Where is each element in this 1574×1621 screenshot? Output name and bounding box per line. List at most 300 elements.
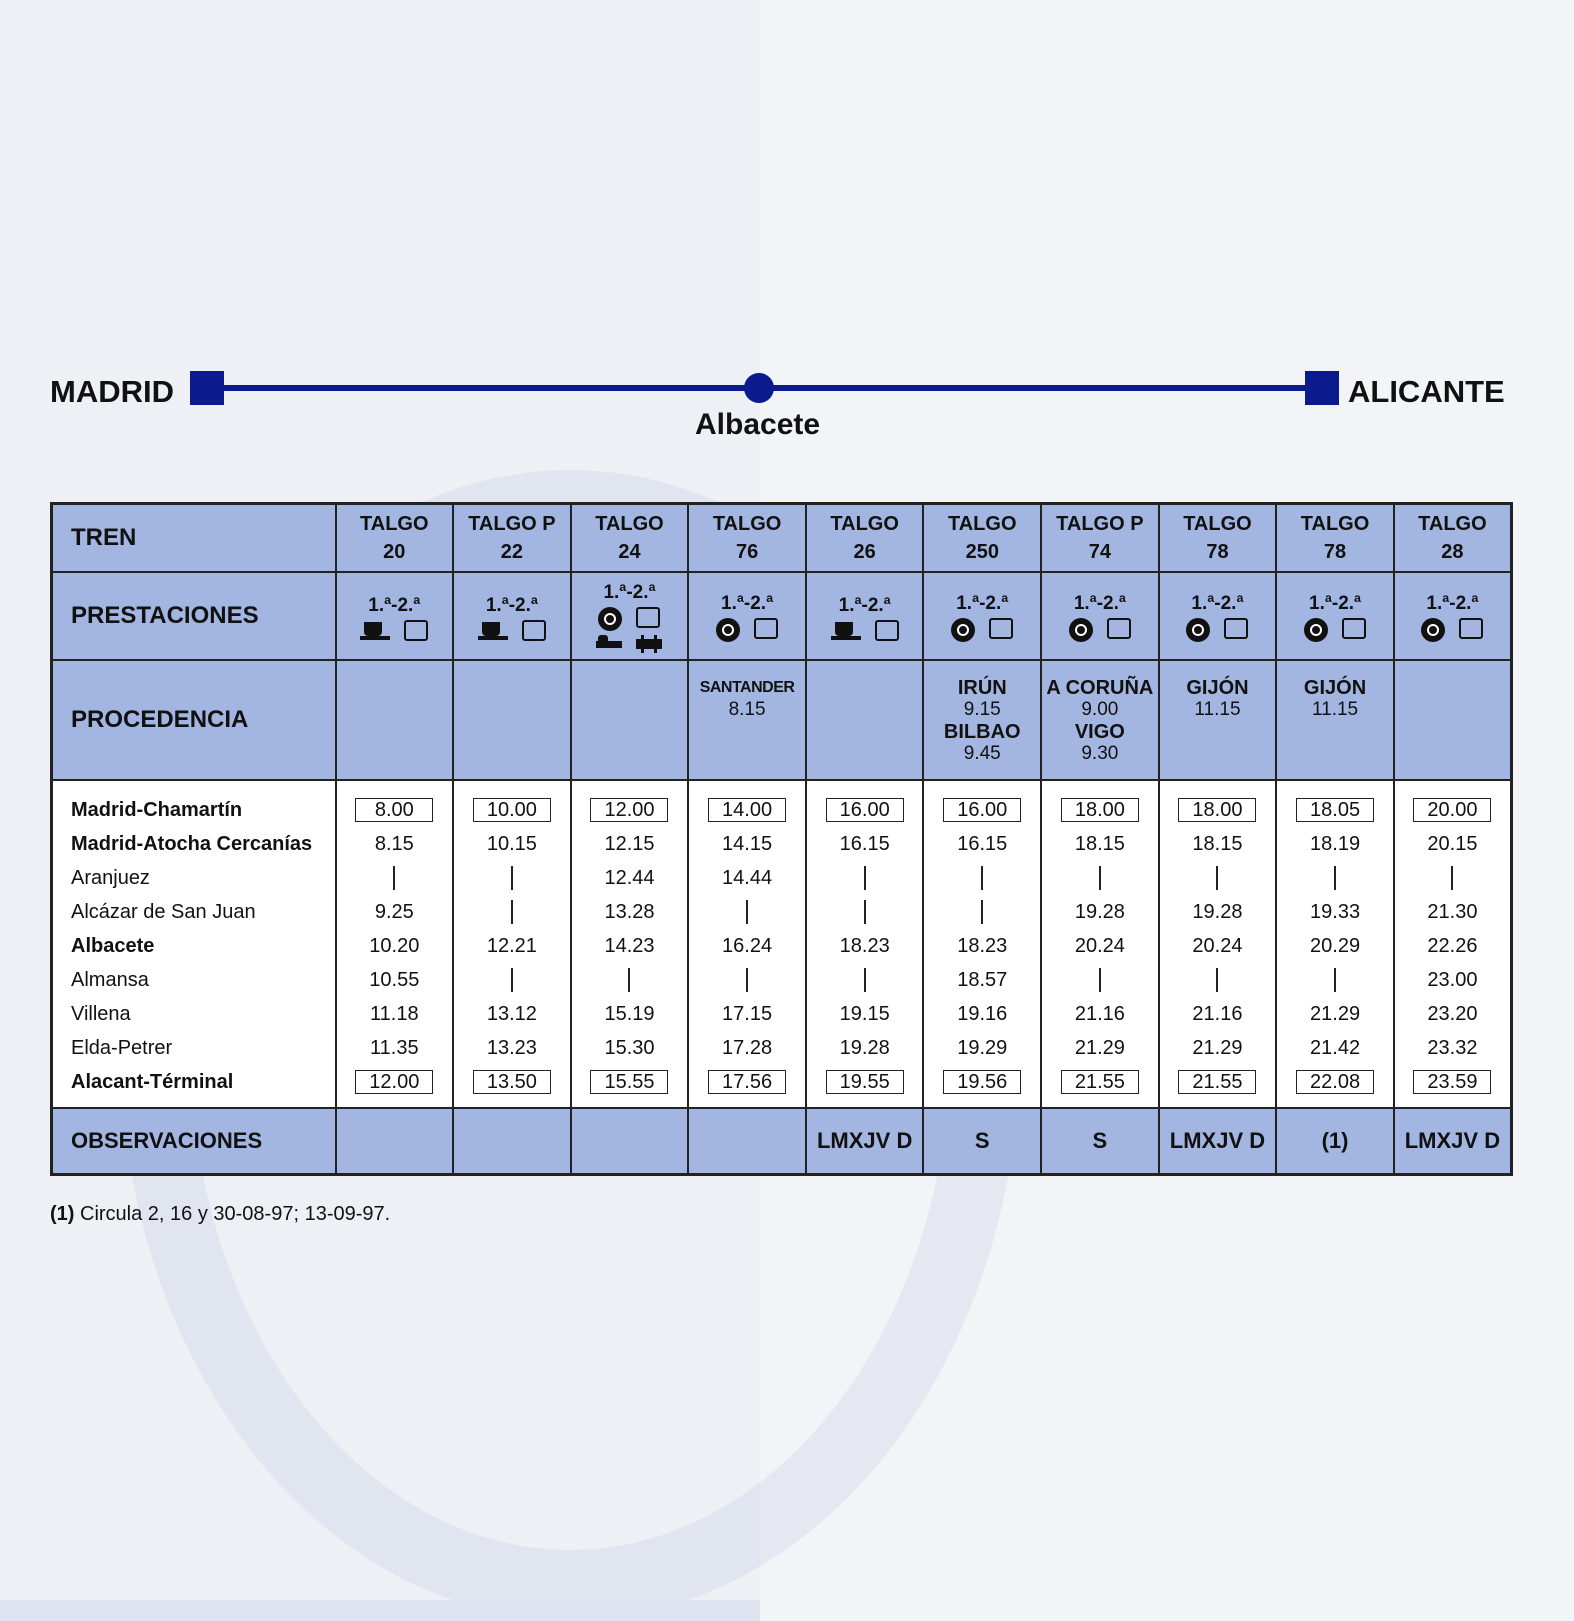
time-cell [1394,780,1512,827]
time-cell [453,997,571,1031]
time-cell [688,827,806,861]
time-value: 17.15 [722,1002,773,1025]
origin-city: IRÚN [957,677,1007,699]
origin-time: 9.00 [1081,699,1119,720]
time-cell [1041,895,1159,929]
station-name: Madrid-Chamartín [52,780,336,827]
time-cell [1276,1031,1394,1065]
pass-through-mark [864,900,866,924]
station-name: Elda-Petrer [52,1031,336,1065]
time-cell [688,929,806,963]
time-cell [1394,997,1512,1031]
screen-icon [754,618,778,639]
observation-cell: S [1041,1108,1159,1175]
time-cell [453,963,571,997]
table-row [52,1031,1512,1065]
train-name: TALGO [830,513,899,535]
origin-city: VIGO [1074,721,1125,743]
time-value: 22.08 [1296,1070,1374,1094]
time-cell [1394,895,1512,929]
time-value: 8.00 [355,798,433,822]
route-origin: MADRID [50,374,174,409]
plate-icon [1421,618,1445,642]
time-cell [571,895,689,929]
time-value: 19.33 [1310,900,1361,923]
time-cell [1394,1065,1512,1108]
services-cell [1394,572,1512,660]
pass-through-mark [511,866,513,890]
time-cell [1394,1031,1512,1065]
time-value: 13.12 [486,1002,537,1025]
time-value: 19.15 [839,1002,890,1025]
time-cell [1159,997,1277,1031]
time-cell [1159,780,1277,827]
time-cell [453,1031,571,1065]
time-value: 21.55 [1178,1070,1256,1094]
time-value: 15.19 [604,1002,655,1025]
train-number: 74 [1088,541,1111,563]
time-cell [336,1065,454,1108]
time-cell [336,895,454,929]
time-value: 16.00 [826,798,904,822]
time-cell [923,780,1041,827]
time-cell [688,1031,806,1065]
route-origin-marker [190,371,224,405]
time-cell [336,997,454,1031]
origin-city: GIJÓN [1303,677,1367,699]
train-name: TALGO [712,513,782,535]
time-cell [1041,780,1159,827]
time-cell [923,861,1041,895]
time-value: 16.00 [943,798,1021,822]
service-icons-extra [572,635,688,653]
route-via: Albacete [695,408,821,441]
time-cell [923,997,1041,1031]
time-cell [1276,780,1394,827]
time-value: 19.28 [839,1036,890,1059]
time-cell [336,780,454,827]
service-icons [337,620,453,641]
time-value: 21.16 [1074,1002,1125,1025]
time-value: 11.35 [370,1036,419,1059]
time-cell [1159,895,1277,929]
origin-time: 9.15 [963,699,1001,720]
time-value: 16.15 [957,832,1008,855]
screen-icon [404,620,428,641]
class-label: 1.ª-2.ª [1191,593,1244,614]
train-number: 28 [1441,541,1464,563]
time-value: 14.15 [722,832,773,855]
route-via-marker [744,373,774,403]
time-value: 12.00 [355,1070,433,1094]
time-cell [453,827,571,861]
services-cell [923,572,1041,660]
row-label-procedencia: PROCEDENCIA [52,660,336,780]
time-value: 22.26 [1427,934,1478,957]
services-cell [806,572,924,660]
time-cell [923,1031,1041,1065]
berth-icon [636,635,662,653]
time-value: 18.23 [957,934,1008,957]
time-value: 11.18 [370,1002,419,1025]
time-cell [688,861,806,895]
train-header-cell [453,504,571,573]
services-cell [336,572,454,660]
time-cell [923,929,1041,963]
time-cell [453,895,571,929]
class-label: 1.ª-2.ª [956,593,1009,614]
plate-icon [1186,618,1210,642]
origin-cell [1394,660,1512,780]
origin-city: SANTANDER [699,679,795,696]
time-cell [571,1031,689,1065]
time-value: 12.21 [486,934,537,957]
screen-icon [522,620,546,641]
time-value: 19.16 [957,1002,1008,1025]
time-cell [688,963,806,997]
time-cell [688,895,806,929]
station-name: Aranjuez [52,861,336,895]
train-number: 76 [735,541,759,563]
time-value: 20.15 [1427,832,1478,855]
screen-icon [1459,618,1483,639]
pass-through-mark [1334,866,1336,890]
table-row [52,1065,1512,1108]
origin-city: BILBAO [943,721,1021,743]
station-name: Villena [52,997,336,1031]
cup-icon [360,620,390,640]
table-row [52,895,1512,929]
time-cell [1041,929,1159,963]
time-value: 21.16 [1192,1002,1243,1025]
route-destination-marker [1305,371,1339,405]
train-header-cell [1394,504,1512,573]
time-cell [1394,929,1512,963]
origin-cell [806,660,924,780]
time-cell [1159,963,1277,997]
origin-cell [453,660,571,780]
time-value: 20.24 [1074,934,1125,957]
time-cell [1159,1031,1277,1065]
origin-cell [571,660,689,780]
time-value: 14.23 [604,934,655,957]
time-value: 19.29 [957,1036,1008,1059]
time-value: 14.44 [722,866,773,889]
time-value: 20.00 [1413,798,1491,822]
time-cell [1041,1065,1159,1108]
origin-time: 9.45 [963,743,1001,764]
origin-cell [1276,660,1394,780]
observation-cell [688,1108,806,1175]
station-name: Albacete [52,929,336,963]
train-number: 20 [383,541,406,563]
train-name: TALGO P [468,513,556,535]
time-value: 21.30 [1427,900,1478,923]
time-cell [923,827,1041,861]
time-value: 19.56 [943,1070,1021,1094]
time-cell [1159,827,1277,861]
observation-cell [571,1108,689,1175]
time-value: 15.30 [604,1036,655,1059]
time-cell [688,780,806,827]
bed-icon [596,635,622,651]
origin-row [52,660,1512,780]
time-cell [1276,997,1394,1031]
class-label: 1.ª-2.ª [603,582,656,603]
time-value: 18.05 [1296,798,1374,822]
train-number: 250 [965,541,999,563]
time-cell [923,963,1041,997]
services-cell [453,572,571,660]
time-value: 19.28 [1074,900,1125,923]
screen-icon [989,618,1013,639]
time-cell [1394,963,1512,997]
time-value: 12.15 [604,832,655,855]
time-cell [806,1031,924,1065]
time-value: 18.19 [1310,832,1361,855]
origin-cell [923,660,1041,780]
table-row [52,929,1512,963]
time-value: 17.28 [722,1036,773,1059]
time-value: 14.00 [708,798,786,822]
service-icons [1160,618,1276,642]
time-cell [1159,929,1277,963]
train-header-cell [571,504,689,573]
time-cell [453,1065,571,1108]
station-name: Alcázar de San Juan [52,895,336,929]
services-cell [1276,572,1394,660]
timetable-body [52,780,1512,1108]
time-cell [1041,827,1159,861]
pass-through-mark [1216,866,1218,890]
pass-through-mark [1216,968,1218,992]
origin-cell [1041,660,1159,780]
station-name: Almansa [52,963,336,997]
station-name: Madrid-Atocha Cercanías [52,827,336,861]
train-name: TALGO [948,513,1017,535]
time-value: 20.29 [1310,934,1361,957]
time-cell [1041,1031,1159,1065]
service-icons [454,620,570,641]
time-cell [571,780,689,827]
train-name: TALGO [360,513,429,535]
origin-time: 11.15 [1311,699,1359,720]
train-row [52,504,1512,573]
time-cell [806,827,924,861]
service-icons [924,618,1040,642]
route-destination: ALICANTE [1348,374,1505,409]
origin-city: A CORUÑA [1046,677,1154,699]
timetable [50,502,1513,1176]
class-label: 1.ª-2.ª [1426,593,1479,614]
time-value: 18.15 [1192,832,1243,855]
time-value: 13.23 [486,1036,537,1059]
class-label: 1.ª-2.ª [1309,593,1362,614]
plate-icon [716,618,740,642]
pass-through-mark [1099,968,1101,992]
time-value: 23.00 [1427,968,1478,991]
pass-through-mark [864,866,866,890]
time-cell [806,895,924,929]
origin-cell [1159,660,1277,780]
time-value: 18.57 [957,968,1008,991]
observation-cell [336,1108,454,1175]
time-value: 13.28 [604,900,655,923]
screen-icon [875,620,899,641]
time-value: 18.00 [1178,798,1256,822]
time-value: 19.28 [1192,900,1243,923]
time-value: 10.55 [369,968,420,991]
train-name: TALGO [595,513,664,535]
screen-icon [1107,618,1131,639]
observation-cell: LMXJV D [806,1108,924,1175]
pass-through-mark [1099,866,1101,890]
plate-icon [1069,618,1093,642]
class-label: 1.ª-2.ª [1073,593,1126,614]
pass-through-mark [981,900,983,924]
origin-cell [336,660,454,780]
time-cell [1159,1065,1277,1108]
pass-through-mark [393,866,395,890]
time-value: 10.20 [369,934,420,957]
route-diagram [0,360,1574,440]
station-name: Alacant-Términal [52,1065,336,1108]
time-cell [806,929,924,963]
time-cell [1276,1065,1394,1108]
time-cell [1276,895,1394,929]
service-icons [572,607,688,631]
train-header-cell [923,504,1041,573]
observation-cell: S [923,1108,1041,1175]
train-header-cell [688,504,806,573]
services-cell [1159,572,1277,660]
time-cell [1276,827,1394,861]
time-cell [453,929,571,963]
service-icons [1042,618,1158,642]
time-cell [1394,861,1512,895]
screen-icon [636,607,660,628]
time-cell [923,1065,1041,1108]
class-label: 1.ª-2.ª [485,594,538,616]
service-icons [1277,618,1393,642]
observations-row [52,1108,1512,1175]
background-strip [0,1600,760,1621]
pass-through-mark [1451,866,1453,890]
time-cell [453,780,571,827]
time-cell [1159,861,1277,895]
time-value: 13.50 [473,1070,551,1094]
time-cell [336,1031,454,1065]
pass-through-mark [746,968,748,992]
time-value: 16.15 [839,832,890,855]
time-value: 19.55 [826,1070,904,1094]
train-number: 78 [1206,541,1229,563]
origin-city: GIJÓN [1186,677,1249,699]
class-label: 1.ª-2.ª [368,594,421,616]
time-value: 18.00 [1061,798,1139,822]
train-number: 24 [618,541,641,563]
service-icons [807,620,923,641]
pass-through-mark [1334,968,1336,992]
train-name: TALGO [1418,513,1487,535]
time-value: 21.29 [1074,1036,1125,1059]
plate-icon [951,618,975,642]
time-cell [1041,861,1159,895]
time-value: 12.00 [590,798,668,822]
observation-cell: LMXJV D [1394,1108,1512,1175]
train-header-cell [1276,504,1394,573]
pass-through-mark [864,968,866,992]
table-row [52,827,1512,861]
observation-cell: (1) [1276,1108,1394,1175]
screen-icon [1224,618,1248,639]
time-cell [923,895,1041,929]
services-cell [571,572,689,660]
pass-through-mark [981,866,983,890]
services-cell [688,572,806,660]
table-row [52,963,1512,997]
plate-icon [1304,618,1328,642]
class-label: 1.ª-2.ª [721,593,774,614]
time-cell [336,861,454,895]
time-value: 21.29 [1310,1002,1361,1025]
time-value: 16.24 [722,934,773,957]
origin-time: 11.15 [1194,699,1241,720]
time-value: 21.29 [1192,1036,1243,1059]
time-value: 10.00 [473,798,551,822]
time-cell [336,827,454,861]
train-number: 22 [500,541,524,563]
table-row [52,861,1512,895]
time-cell [688,1065,806,1108]
services-row [52,572,1512,660]
time-value: 18.15 [1074,832,1125,855]
time-cell [571,827,689,861]
time-cell [688,997,806,1031]
cup-icon [478,620,508,640]
time-value: 23.20 [1427,1002,1478,1025]
footnote-marker: (1) [50,1203,75,1225]
service-icons [689,618,805,642]
time-cell [1041,997,1159,1031]
time-value: 23.59 [1413,1070,1491,1094]
origin-time: 9.30 [1081,743,1119,764]
pass-through-mark [511,968,513,992]
time-cell [336,929,454,963]
time-value: 21.55 [1061,1070,1139,1094]
time-cell [806,1065,924,1108]
row-label-prestaciones: PRESTACIONES [52,572,336,660]
train-number: 26 [853,541,876,563]
time-cell [1276,861,1394,895]
time-cell [336,963,454,997]
time-cell [571,1065,689,1108]
train-header-cell [336,504,454,573]
train-header-cell [806,504,924,573]
time-value: 17.56 [708,1070,786,1094]
time-cell [806,997,924,1031]
time-cell [1041,963,1159,997]
footnote [50,1203,390,1226]
time-cell [571,929,689,963]
time-cell [806,963,924,997]
service-icons [1395,618,1510,642]
table-row [52,780,1512,827]
observation-cell [453,1108,571,1175]
screen-icon [1342,618,1366,639]
pass-through-mark [746,900,748,924]
time-value: 8.15 [374,832,414,855]
